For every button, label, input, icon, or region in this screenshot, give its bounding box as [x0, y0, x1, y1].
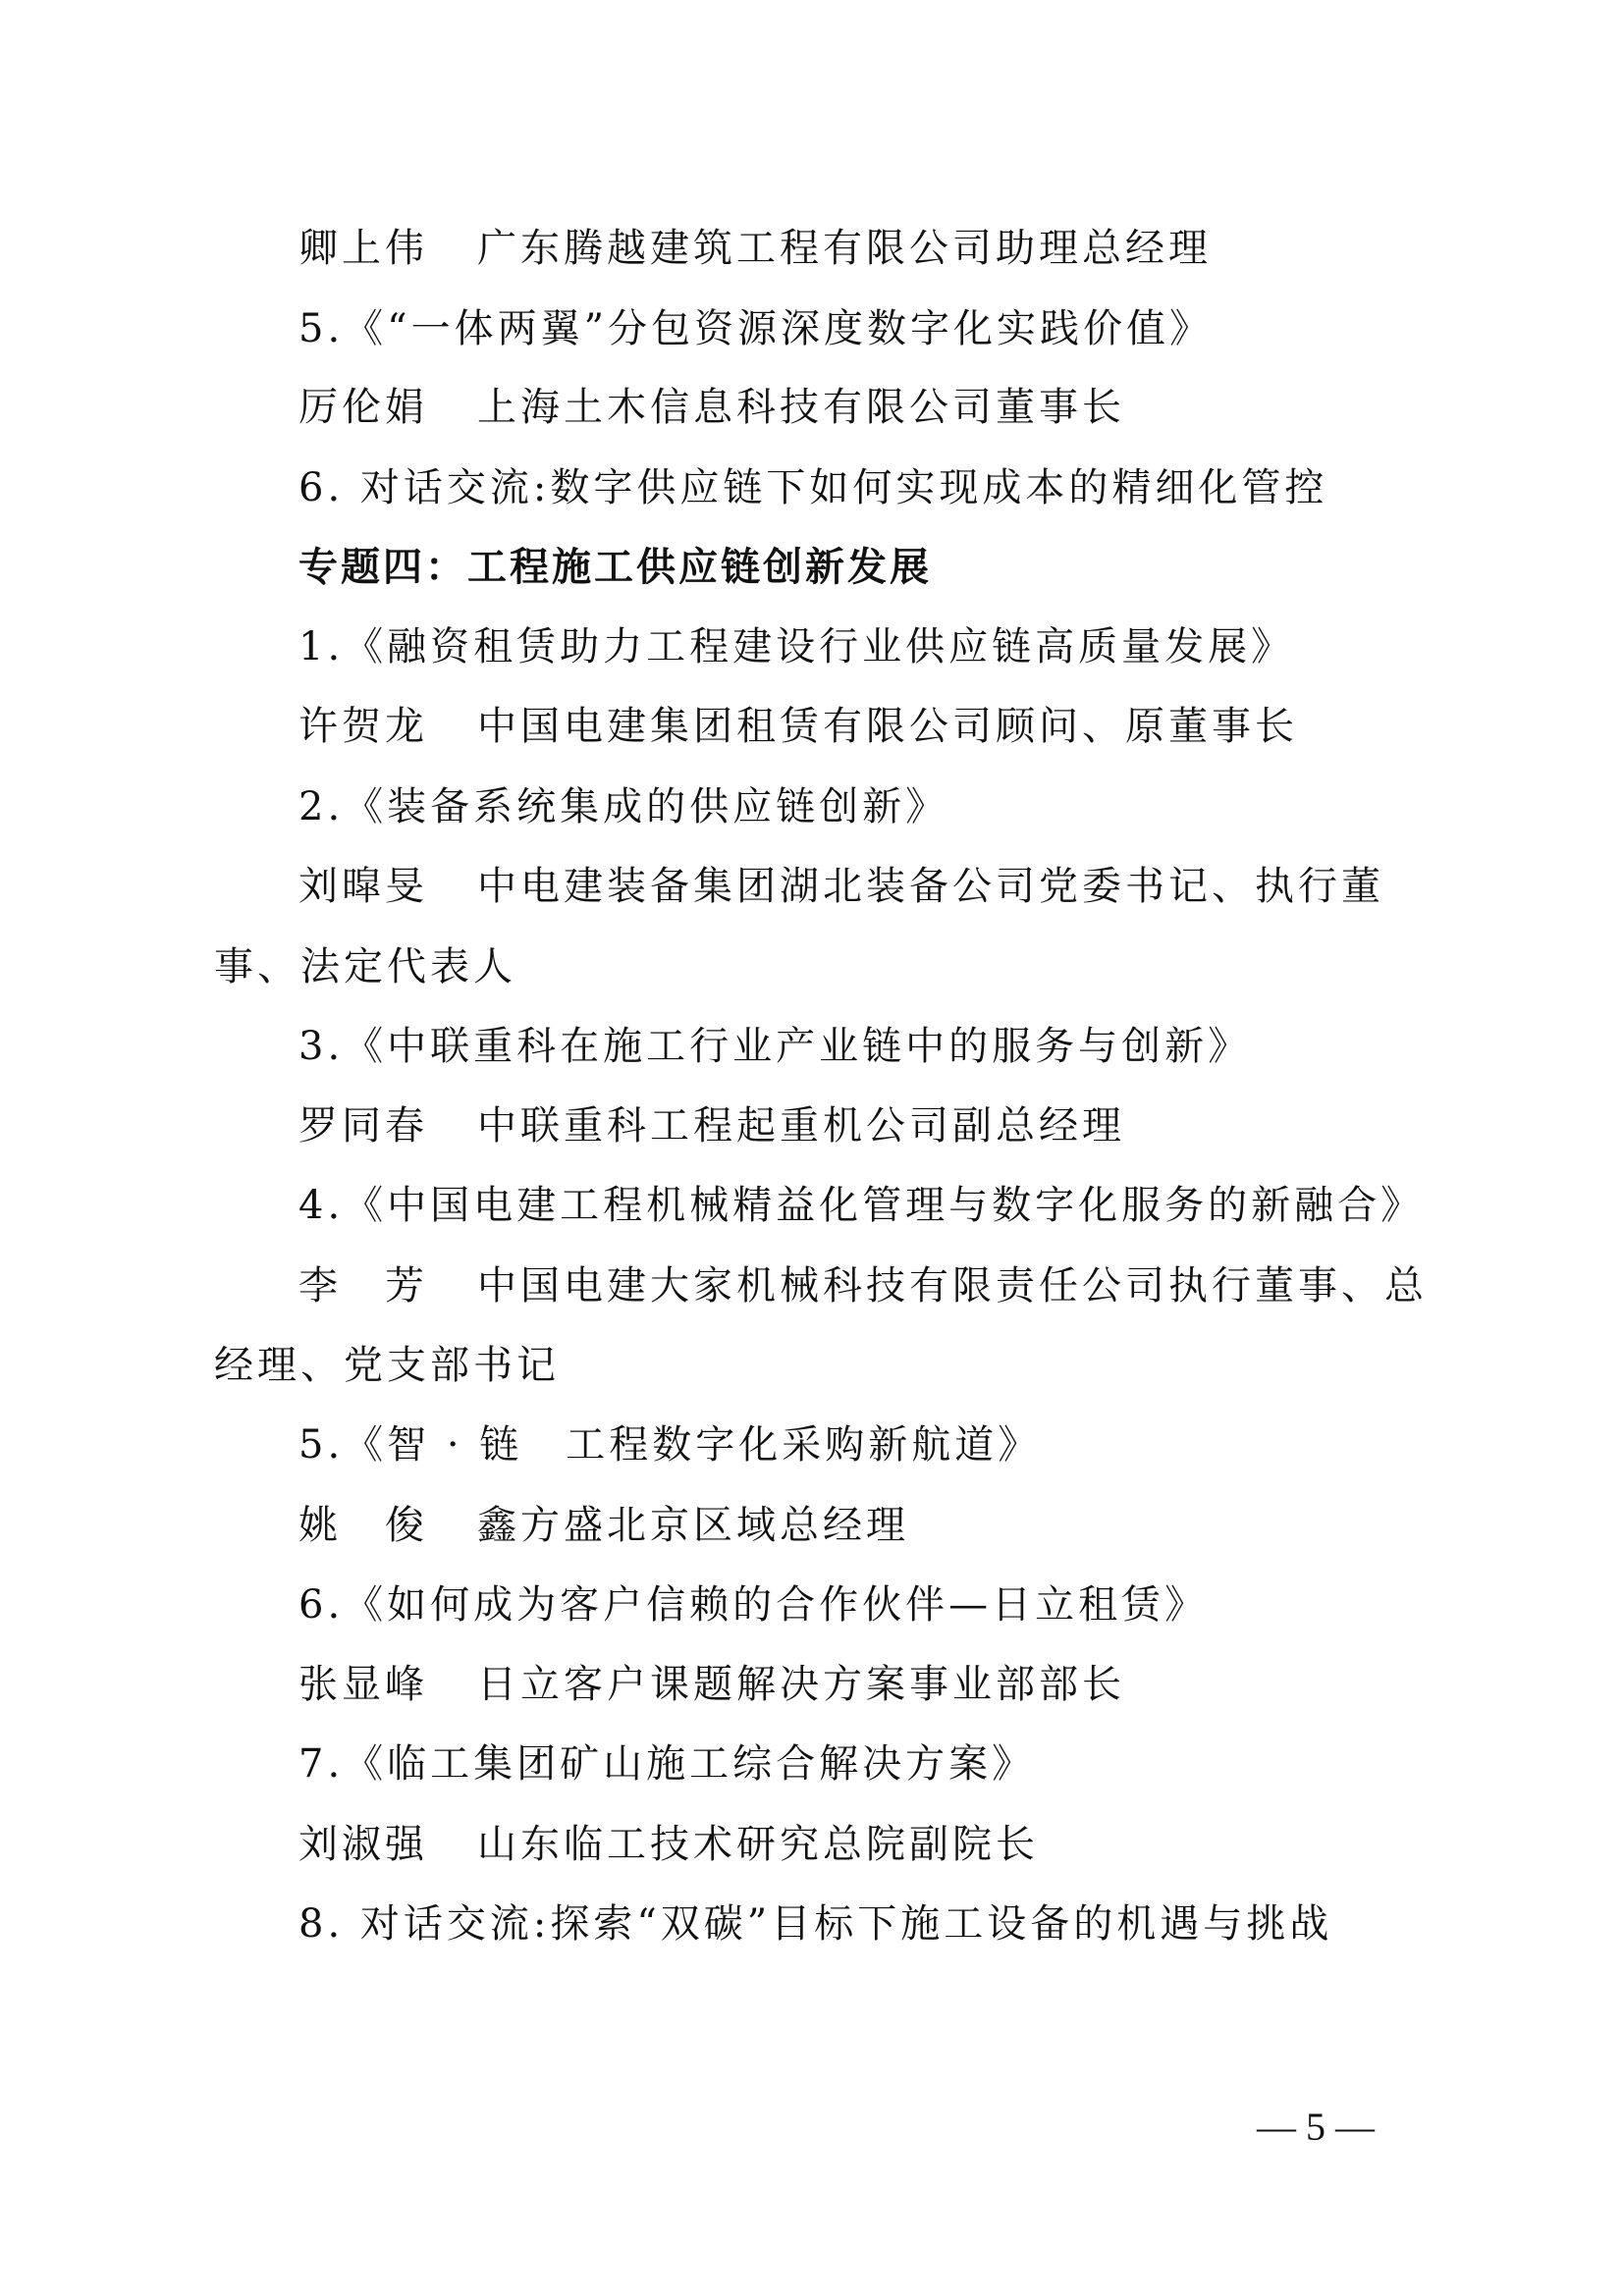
speaker-line [298, 383, 1125, 432]
speaker-organization: 山东临工技术研究总院副院长 [477, 1822, 1039, 1867]
speaker-organization: 日立客户课题解决方案事业部部长 [477, 1662, 1125, 1707]
speaker-name: 刘暭旻 [298, 864, 428, 909]
talk-title: 7.《临工集团矿山施工综合解决方案》 [298, 1741, 1036, 1787]
speaker-name: 罗同春 [298, 1103, 428, 1148]
continuation-line: 经理、党支部书记 [214, 1343, 560, 1388]
speaker-name: 李 芳 [298, 1263, 428, 1308]
speaker-organization: 上海土木信息科技有限公司董事长 [477, 385, 1125, 430]
speaker-line [298, 1660, 1125, 1709]
page-number: — 5 — [1257, 2105, 1375, 2149]
speaker-organization: 中电建装备集团湖北装备公司党委书记、执行董 [477, 864, 1384, 909]
speaker-line [298, 1820, 1039, 1869]
section-heading: 专题四：工程施工供应链创新发展 [298, 544, 932, 590]
speaker-line [298, 862, 1384, 911]
talk-title: 5.《智 · 链 工程数字化采购新航道》 [298, 1422, 1042, 1468]
talk-title: 3.《中联重科在施工行业产业链中的服务与创新》 [298, 1024, 1252, 1069]
speaker-name: 姚 俊 [298, 1503, 428, 1548]
speaker-line [298, 1101, 1125, 1150]
dialogue-item: 6. 对话交流:数字供应链下如何实现成本的精细化管控 [298, 465, 1328, 510]
speaker-line [298, 1501, 909, 1550]
speaker-name: 许贺龙 [298, 704, 428, 749]
speaker-organization: 鑫方盛北京区域总经理 [477, 1503, 909, 1548]
continuation-line: 事、法定代表人 [214, 944, 516, 989]
speaker-organization: 中联重科工程起重机公司副总经理 [477, 1103, 1125, 1148]
speaker-name: 卿上伟 [298, 226, 428, 271]
speaker-name: 厉伦娟 [298, 385, 428, 430]
speaker-name: 刘淑强 [298, 1822, 428, 1867]
talk-title: 6.《如何成为客户信赖的合作伙伴—日立租赁》 [298, 1582, 1209, 1628]
talk-title: 4.《中国电建工程机械精益化管理与数字化服务的新融合》 [298, 1183, 1425, 1228]
speaker-organization: 广东腾越建筑工程有限公司助理总经理 [477, 226, 1212, 271]
talk-title: 5.《“一体两翼”分包资源深度数字化实践价值》 [298, 306, 1214, 351]
speaker-name: 张显峰 [298, 1662, 428, 1707]
speaker-line [298, 702, 1298, 751]
speaker-organization: 中国电建集团租赁有限公司顾问、原董事长 [477, 704, 1298, 749]
dialogue-item: 8. 对话交流:探索“双碳”目标下施工设备的机遇与挑战 [298, 1901, 1333, 1947]
speaker-organization: 中国电建大家机械科技有限责任公司执行董事、总 [477, 1263, 1428, 1308]
speaker-line [298, 1261, 1428, 1310]
talk-title: 1.《融资租赁助力工程建设行业供应链高质量发展》 [298, 624, 1295, 669]
speaker-line [298, 224, 1212, 273]
talk-title: 2.《装备系统集成的供应链创新》 [298, 784, 949, 829]
